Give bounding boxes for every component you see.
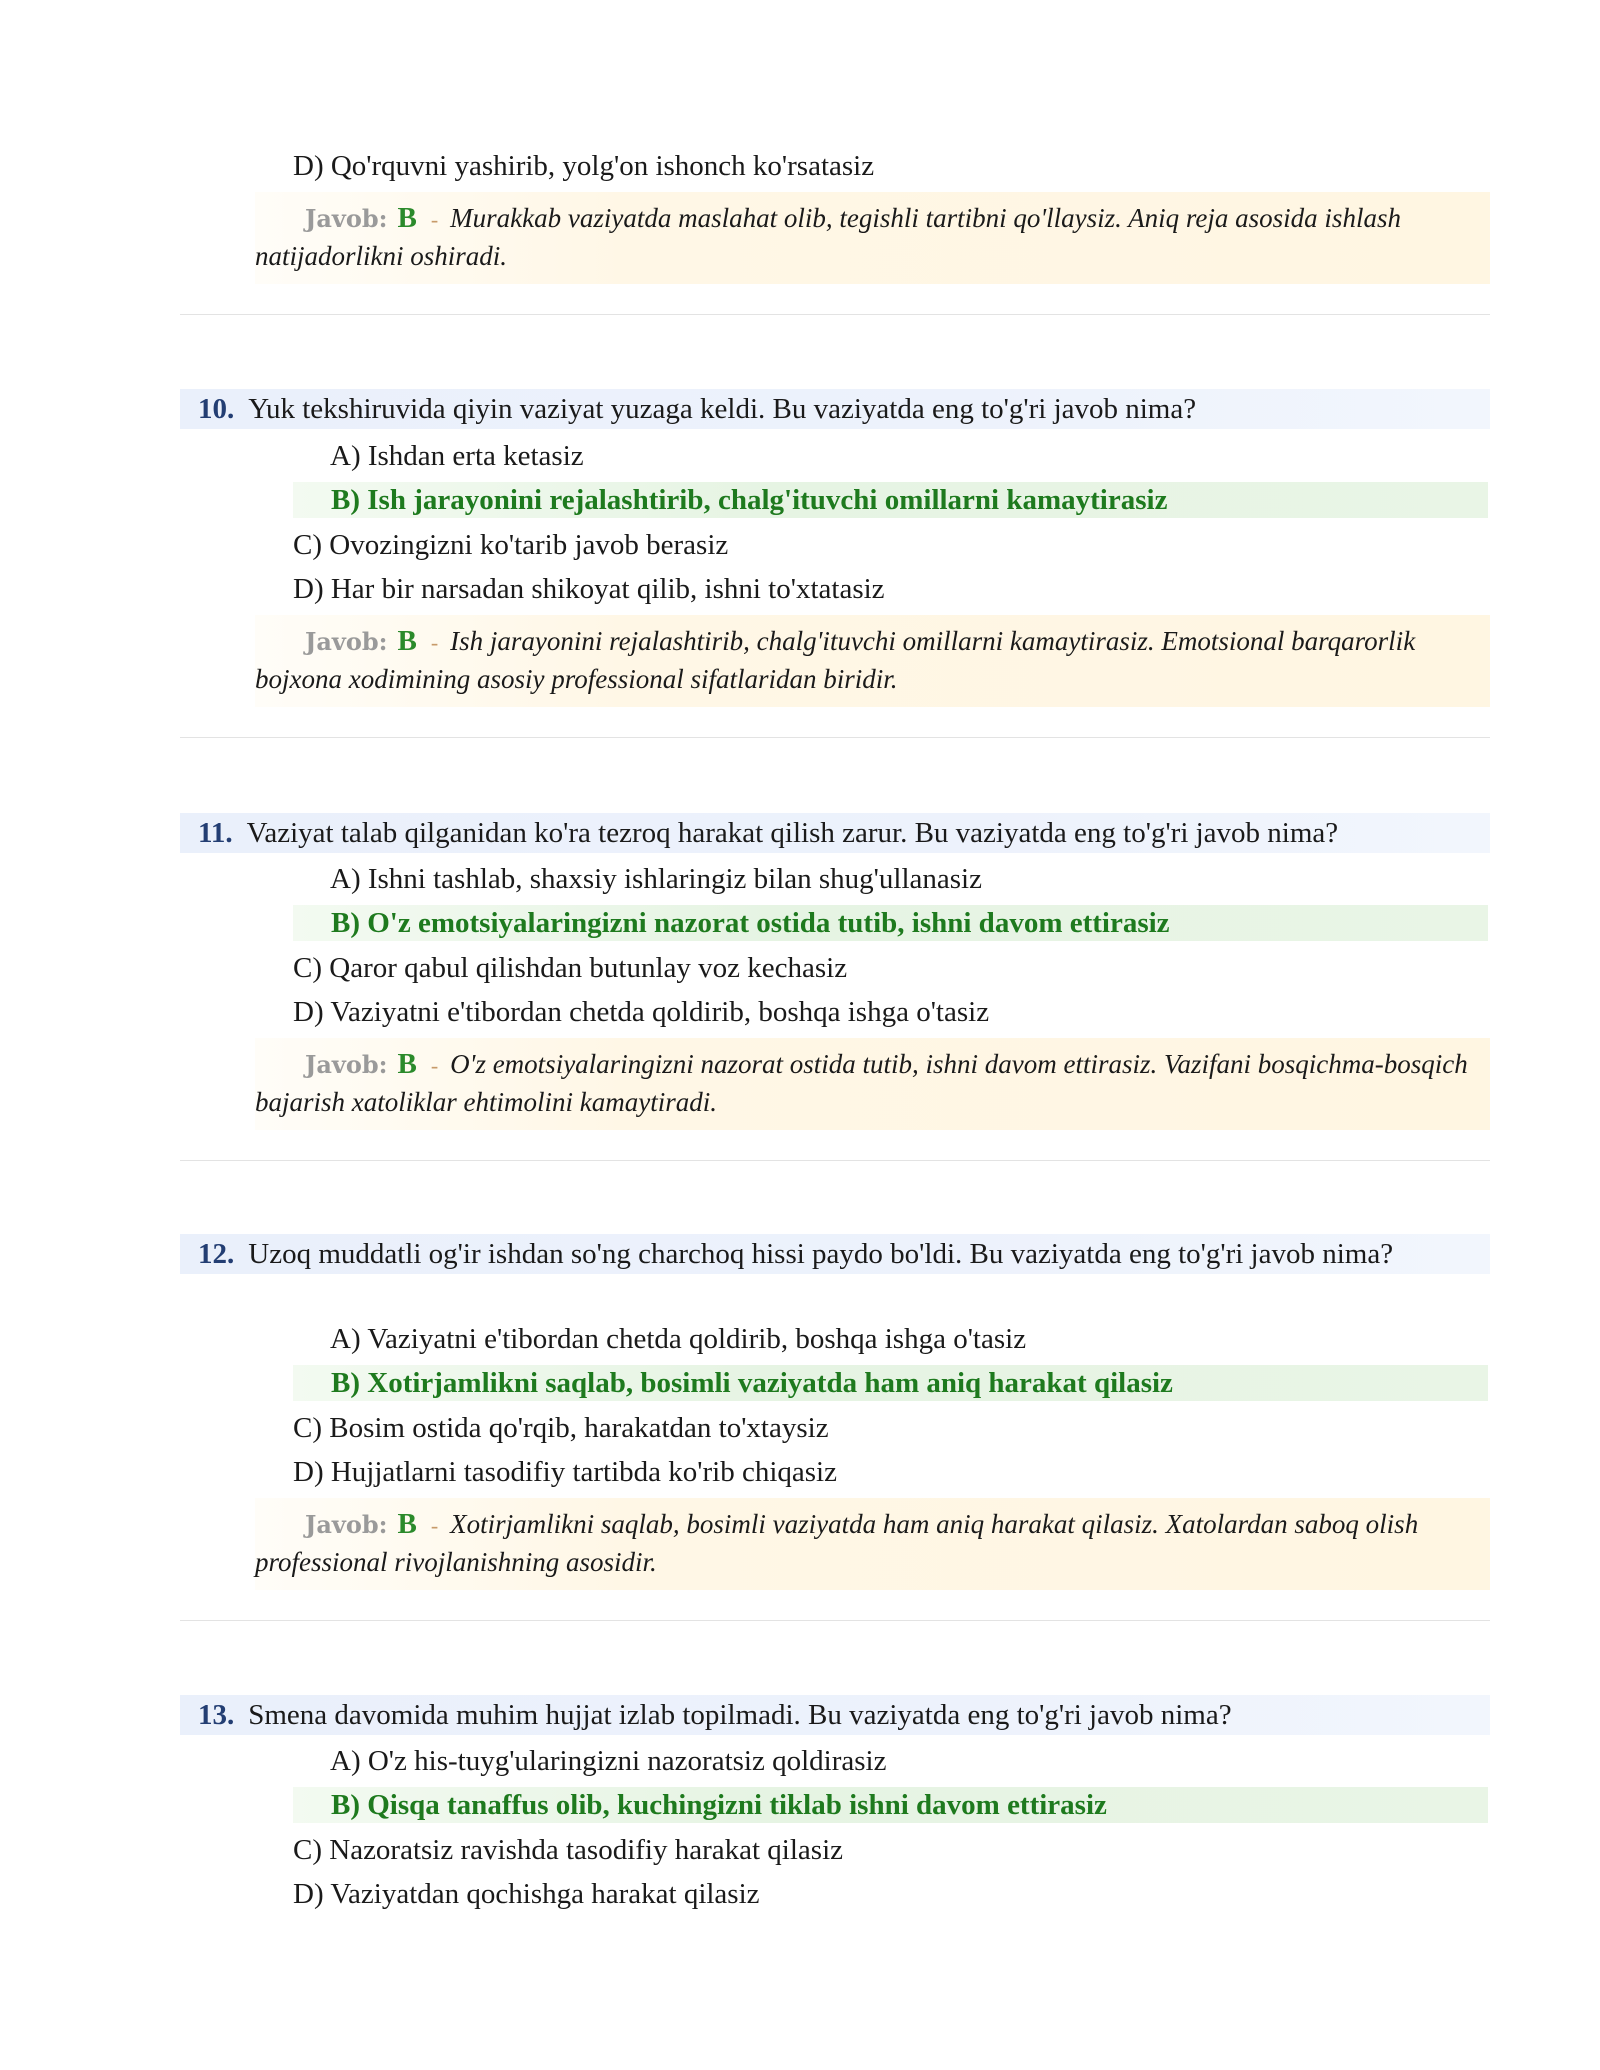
answer-letter: B bbox=[397, 1508, 417, 1540]
option-b-correct: B) Xotirjamlikni saqlab, bosimli vaziyatda ham aniq harakat qilasiz bbox=[293, 1365, 1488, 1401]
answer-letter: B bbox=[397, 625, 417, 657]
question-number: 13. bbox=[198, 1699, 235, 1731]
divider bbox=[180, 1620, 1490, 1621]
answer-letter: B bbox=[397, 202, 417, 234]
answer-box bbox=[255, 615, 1490, 707]
answer-box bbox=[255, 1498, 1490, 1590]
option-a: A) Vaziyatni e'tibordan chetda qoldirib, boshqa ishga o'tasiz bbox=[330, 1323, 1027, 1355]
option-b-correct: B) Qisqa tanaffus olib, kuchingizni tiklab ishni davom ettirasiz bbox=[293, 1787, 1488, 1823]
question-text: Uzoq muddatli og'ir ishdan so'ng charchoq hissi paydo bo'ldi. Bu vaziyatda eng to'g'ri javob nima? bbox=[248, 1238, 1394, 1270]
question-text: Vaziyat talab qilganidan ko'ra tezroq harakat qilish zarur. Bu vaziyatda eng to'g'ri javob nima? bbox=[246, 817, 1339, 849]
answer-label: Javob: bbox=[305, 1510, 388, 1539]
option-d: D) Hujjatlarni tasodifiy tartibda ko'rib chiqasiz bbox=[293, 1456, 837, 1488]
option-c: C) Bosim ostida qo'rqib, harakatdan to'xtaysiz bbox=[293, 1412, 829, 1444]
question-text: Yuk tekshiruvida qiyin vaziyat yuzaga keldi. Bu vaziyatda eng to'g'ri javob nima? bbox=[248, 393, 1197, 425]
answer-label: Javob: bbox=[305, 627, 388, 656]
answer-dash: - bbox=[430, 630, 439, 655]
option-b-correct: B) Ish jarayonini rejalashtirib, chalg'ituvchi omillarni kamaytirasiz bbox=[293, 482, 1488, 518]
answer-text: Xotirjamlikni saqlab, bosimli vaziyatda ham aniq harakat qilasiz. Xatolardan saboq olish professional rivojlanishning asosidir. bbox=[255, 1509, 1419, 1577]
answer-text: Murakkab vaziyatda maslahat olib, tegishli tartibni qo'llaysiz. Aniq reja asosida ishlash natijadorlikni oshiradi. bbox=[255, 203, 1401, 271]
answer-box bbox=[255, 192, 1490, 284]
answer-dash: - bbox=[430, 207, 439, 232]
answer-dash: - bbox=[430, 1513, 439, 1538]
question-text: Smena davomida muhim hujjat izlab topilmadi. Bu vaziyatda eng to'g'ri javob nima? bbox=[248, 1699, 1232, 1731]
answer-letter: B bbox=[397, 1048, 417, 1080]
option-b-correct: B) O'z emotsiyalaringizni nazorat ostida tutib, ishni davom ettirasiz bbox=[293, 905, 1488, 941]
option-a: A) O'z his-tuyg'ularingizni nazoratsiz qoldirasiz bbox=[330, 1745, 887, 1777]
answer-label: Javob: bbox=[305, 204, 388, 233]
option-d: D) Vaziyatni e'tibordan chetda qoldirib, boshqa ishga o'tasiz bbox=[293, 996, 990, 1028]
option-a: A) Ishdan erta ketasiz bbox=[330, 440, 584, 472]
option-c: C) Nazoratsiz ravishda tasodifiy harakat qilasiz bbox=[293, 1834, 843, 1866]
question-number: 11. bbox=[198, 817, 233, 849]
question-heading bbox=[180, 1695, 1490, 1735]
answer-box bbox=[255, 1038, 1490, 1130]
question-heading bbox=[180, 813, 1490, 853]
option-c: C) Qaror qabul qilishdan butunlay voz kechasiz bbox=[293, 952, 848, 984]
question-heading bbox=[180, 389, 1490, 429]
divider bbox=[180, 314, 1490, 315]
answer-text: O'z emotsiyalaringizni nazorat ostida tutib, ishni davom ettirasiz. Vazifani bosqichma-bosqich bajarish xatoliklar ehtimolini kamaytiradi. bbox=[255, 1049, 1468, 1117]
option-d: D) Vaziyatdan qochishga harakat qilasiz bbox=[293, 1878, 760, 1910]
option-d: D) Har bir narsadan shikoyat qilib, ishni to'xtatasiz bbox=[293, 573, 885, 605]
option-c: C) Ovozingizni ko'tarib javob berasiz bbox=[293, 529, 729, 561]
answer-text: Ish jarayonini rejalashtirib, chalg'ituvchi omillarni kamaytirasiz. Emotsional barqarorlik bojxona xodimining asosiy professional sifatlaridan biridir. bbox=[255, 626, 1416, 694]
option-d: D) Qo'rquvni yashirib, yolg'on ishonch ko'rsatasiz bbox=[293, 150, 875, 182]
divider bbox=[180, 737, 1490, 738]
question-number: 12. bbox=[198, 1238, 235, 1270]
question-number: 10. bbox=[198, 393, 235, 425]
divider bbox=[180, 1160, 1490, 1161]
option-a: A) Ishni tashlab, shaxsiy ishlaringiz bilan shug'ullanasiz bbox=[330, 863, 982, 895]
answer-dash: - bbox=[430, 1053, 439, 1078]
question-heading bbox=[180, 1234, 1490, 1274]
answer-label: Javob: bbox=[305, 1050, 388, 1079]
